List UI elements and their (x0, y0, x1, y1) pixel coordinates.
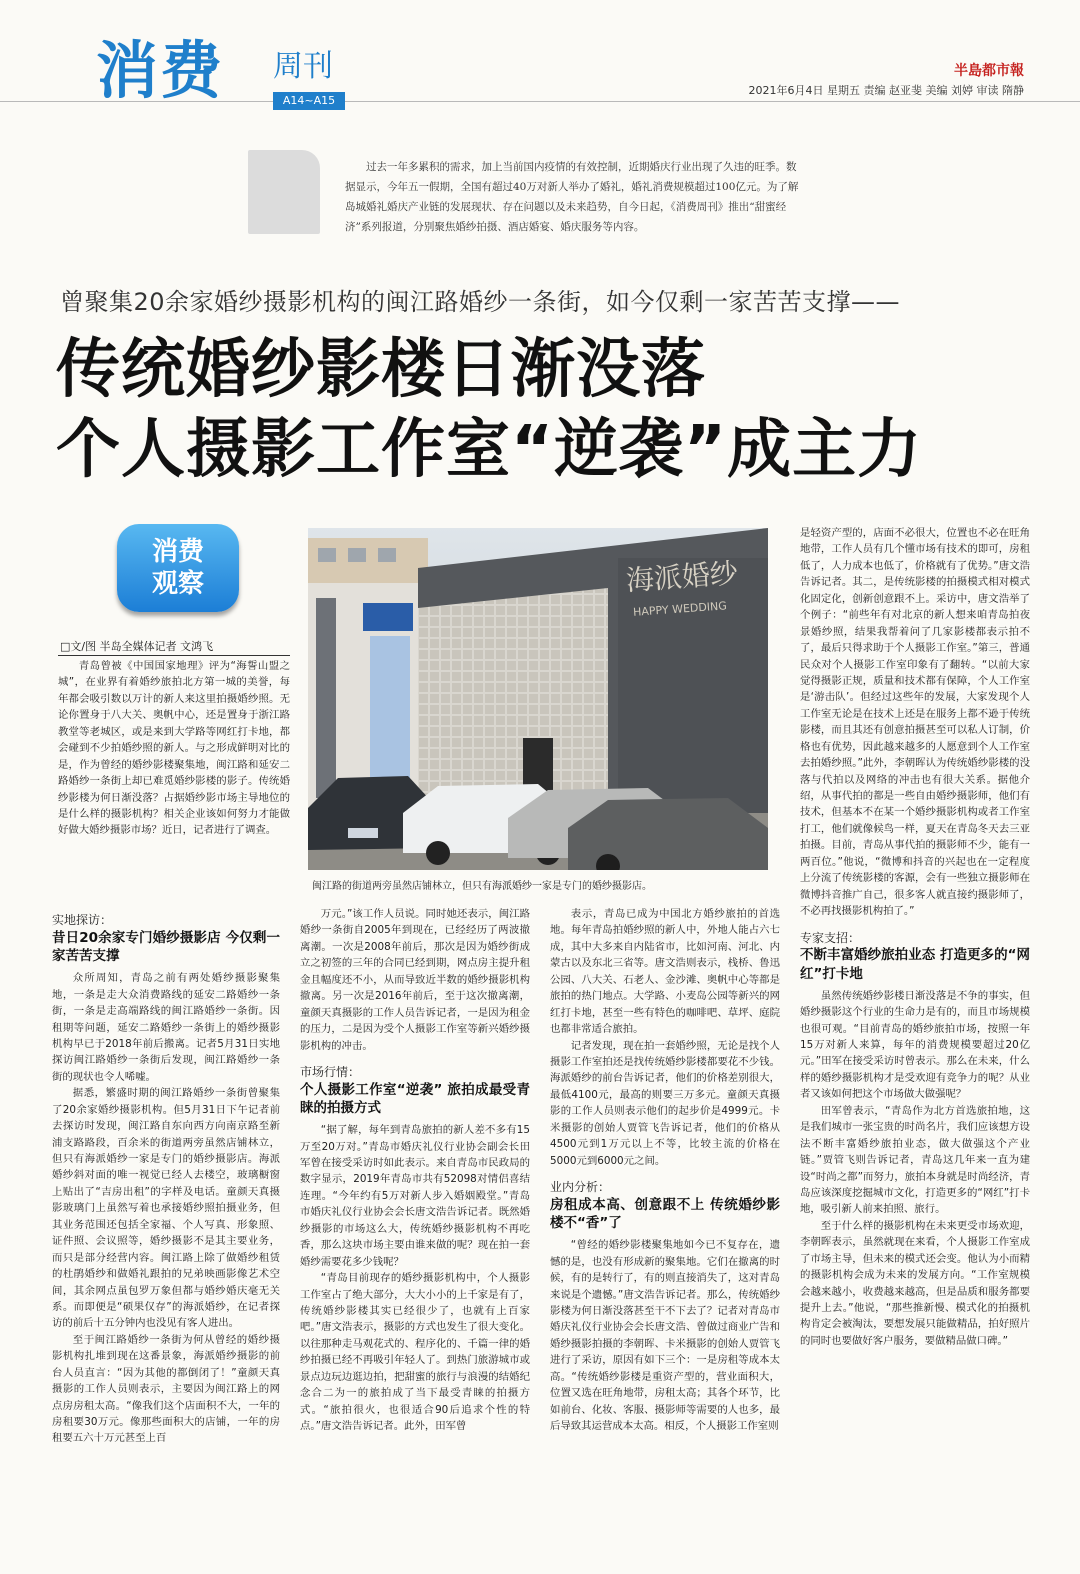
column-1 (52, 906, 280, 1542)
body-paragraph: “据了解，每年到青岛旅拍的新人差不多有15万至20万对。”青岛市婚庆礼仪行业协会副会长田军曾在接受采访时如此表示。来自青岛市民政局的数字显示，2019年青岛市共有52098对情侣喜结连理。“今年约有5万对新人步入婚姻殿堂。”青岛市婚庆礼仪行业协会会长唐文浩告诉记者。既然婚纱摄影的市场这么大，传统婚纱摄影机构不再吃香，那么这块市场主要由谁来做的呢？现在拍一套婚纱需要花多少钱呢？ (300, 1124, 530, 1268)
body-paragraph: 至于什么样的摄影机构在未来更受市场欢迎，李朝晖表示，虽然就现在来看，个人摄影工作室成了市场主导，但未来的模式还会变。他认为小而精的摄影机构会成为未来的发展方向。“工作室规模会越来越小，收费越来越高，但是品质和服务都要提升上去。”他说，“那些推新慢、模式化的拍摄机构肯定会被淘汰，要想发展只能做精品，拍好照片的同时也要做好客户服务，要做精品做口碑。” (800, 1219, 1030, 1347)
body-paragraph: 虽然传统婚纱影楼日渐没落是不争的事实，但婚纱摄影这个行业的生命力是有的，而且市场规模也很可观。“目前青岛的婚纱旅拍市场，按照一年15万对新人来算，每年的消费规模要超过20亿元。”田军在接受采访时曾表示。那么在未来，什么样的婚纱摄影机构才是受欢迎有竞争力的呢？从业者又该如何把这个市场做大做强呢？ (800, 989, 1030, 1101)
section-head: 房租成本高、创意跟不上 传统婚纱影楼不“香”了 (550, 1196, 780, 1232)
badge-line-1: 消费 (151, 537, 204, 567)
newspaper-logo: 半島都市報 (954, 63, 1024, 79)
lead-paragraph: 青岛曾被《中国国家地理》评为“海誓山盟之城”，在业界有着婚纱旅拍北方第一城的美誉，每年都会吸引数以万计的新人来这里拍摄婚纱照。无论你置身于八大关、奥帆中心，还是置身于浙江路教堂等老城区，或是来到大学路等网红打卡地，都会碰到不少拍婚纱照的新人。与之形成鲜明对比的是，作为曾经的婚纱影楼聚集地，闽江路和延安二路婚纱一条街上却已难觅婚纱影楼的影子。传统婚纱影楼为何日渐没落？占据婚纱影市场主导地位的是什么样的摄影机构？相关企业该如何努力才能做好做大婚纱摄影市场？近日，记者进行了调查。 (58, 660, 290, 837)
body-paragraph: 万元。”该工作人员说。同时她还表示，闽江路婚纱一条街自2005年到现在，已经经历了两波撤离潮。一次是2008年前后，那次是因为婚纱街成立之初签的三年的合同已经到期，网点房主提升租金且幅度还不小，从而导致近半数的婚纱摄影机构撤离。另一次是2016年前后，至于这次撤离潮，童颜天真摄影的工作人员告诉记者，一是因为租金的压力，二是因为受个人摄影工作室等新兴婚纱摄影机构的冲击。 (300, 908, 530, 1052)
body-paragraph: “青岛目前现存的婚纱摄影机构中，个人摄影工作室占了绝大部分，大大小小的上千家是有了，传统婚纱影楼其实已经很少了，也就有上百家吧。”唐文浩表示，摄影的方式也发生了很大变化。以往那种走马观花式的、程序化的、千篇一律的婚纱拍摄已经不再吸引年轻人了。到热门旅游城市或景点边玩边逛边拍，把甜蜜的旅行与浪漫的结婚纪念合二为一的旅拍成了当下最受青睐的拍摄方式。“旅拍很火，也很适合90后追求个性的特点。”唐文浩告诉记者。此外，田军曾 (300, 1272, 530, 1433)
street-photo (308, 528, 768, 870)
section-kicker: 市场行情： (300, 1064, 361, 1079)
byline: □文/图 半岛全媒体记者 文鸿飞 (60, 640, 214, 653)
section-head: 不断丰富婚纱旅拍业态 打造更多的“网红”打卡地 (800, 947, 1030, 982)
body-paragraph: “曾经的婚纱影楼聚集地如今已不复存在，遗憾的是，也没有形成新的聚集地。它们在撤离的时候，有的是转行了，有的则直接消失了，这对青岛来说是个遗憾。”唐文浩告诉记者。那么，传统婚纱影楼为何日渐没落甚至干不下去了？记者对青岛市婚庆礼仪行业协会会长唐文浩、曾做过商业广告和婚纱摄影拍摄的李朝晖、卡米摄影的创始人贾管飞进行了采访，原因有如下三个：一是房租等成本太高。“传统婚纱影楼是重资产型的，营业面积大，位置又选在旺角地带，房租太高；其各个环节，比如前台、化妆、客服、摄影师等需要的人也多，最后导致其运营成本太高。相反，个人摄影工作室则 (550, 1239, 780, 1433)
body-paragraph: 据悉，繁盛时期的闽江路婚纱一条街曾聚集了20余家婚纱摄影机构。但5月31日下午记者前去探访时发现，闽江路自东向西方向南京路至新浦支路路段，百余米的街道两旁虽然店铺林立，但只有海派婚纱一家是专门的婚纱摄影店。海派婚纱斜对面的唯一视觉已经人去楼空，玻璃橱窗上贴出了“吉房出租”的字样及电话。童颜天真摄影玻璃门上虽然写着也承接婚纱照拍摄业务，但其业务范围还包括全家福、个人写真、形象照、证件照、会议照等，婚纱摄影不是其主要业务，而只是部分经营内容。闽江路上除了做婚纱租赁的杜鹃婚纱和做婚礼跟拍的兄弟映画影像艺术空间，其余网点虽包罗万象但都与婚纱婚庆毫无关系。而即便是“硕果仅存”的海派婚纱，在记者探访的前后十五分钟内也没见有客人进出。 (52, 1087, 280, 1330)
column-4 (800, 525, 1030, 1542)
section-head: 个人摄影工作室“逆袭” 旅拍成最受青睐的拍摄方式 (300, 1081, 530, 1116)
lead-paragraph-block (58, 658, 290, 900)
photo-sign-en: HAPPY WEDDING (632, 599, 728, 619)
badge-line-2: 观察 (151, 569, 204, 599)
issue-info: 2021年6月4日 星期五 责编 赵亚斐 美编 刘婷 审读 隋静 (748, 84, 1024, 97)
headline-line-1: 传统婚纱影楼日渐没落 (56, 333, 706, 407)
column-3 (550, 906, 780, 1542)
section-title: 消费 (96, 34, 225, 107)
column-2 (300, 906, 530, 1542)
pre-headline: 曾聚集20余家婚纱摄影机构的闽江路婚纱一条街，如今仅剩一家苦苦支撑—— (60, 288, 901, 316)
photo-caption: 闽江路的街道两旁虽然店铺林立，但只有海派婚纱一家是专门的婚纱摄影店。 (312, 881, 652, 892)
photo-sign-cn: 海派婚纱 (624, 556, 739, 598)
intro-quote-mark (248, 150, 320, 234)
page-range-badge: A14~A15 (273, 92, 345, 110)
byline-rule (58, 655, 290, 656)
body-paragraph: 表示，青岛已成为中国北方婚纱旅拍的首选地。每年青岛拍婚纱照的新人中，外地人能占六七成，其中大多来自内陆省市，比如河南、河北、内蒙古以及东北三省等。唐文浩则表示，栈桥、鲁迅公园、八大关、石老人、金沙滩、奥帆中心等都是旅拍的热门地点。大学路、小麦岛公园等新兴的网红打卡地，甚至一些有特色的咖啡吧、草坪、庭院也都非常适合旅拍。 (550, 908, 780, 1036)
intro-paragraph: 过去一年多累积的需求，加上当前国内疫情的有效控制，近期婚庆行业出现了久违的旺季。数据显示，今年五一假期，全国有超过40万对新人举办了婚礼，婚礼消费规模超过100亿元。为了解岛城婚礼婚庆产业链的发展现状、存在问题以及未来趋势，自今日起，《消费周刊》推出“甜蜜经济”系列报道，分别聚焦婚纱拍摄、酒店婚宴、婚庆服务等内容。 (345, 161, 799, 233)
headline-line-2: 个人摄影工作室“逆袭”成主力 (56, 413, 923, 487)
body-paragraph: 记者发现，现在拍一套婚纱照，无论是找个人摄影工作室拍还是找传统婚纱影楼都要花不少钱。海派婚纱的前台告诉记者，他们的价格差别很大，最低4100元，最高的则要三万多元。童颜天真摄影的工作人员则表示他们的起步价是4999元。卡米摄影的创始人贾管飞告诉记者，他们的价格从4500元到1万元以上不等，比较主流的价格在5000元到6000元之间。 (550, 1039, 780, 1167)
section-subtitle: 周刊 (273, 49, 333, 84)
column-badge (117, 524, 239, 612)
body-paragraph: 至于闽江路婚纱一条街为何从曾经的婚纱摄影机构扎堆到现在这番景象，海派婚纱摄影的前台人员直言：“因为其他的都倒闭了！”童颜天真摄影的工作人员则表示，主要因为闽江路上的网点房房租太高。“像我们这个店面积不大，一年的房租要30万元。像那些面积大的店铺，一年的房租要五六十万元甚至上百 (52, 1333, 280, 1445)
body-paragraph: 田军曾表示，“青岛作为北方首选旅拍地，这是我们城市一张宝贵的时尚名片，我们应该想方设法不断丰富婚纱旅拍业态，做大做强这个产业链。”贾管飞则告诉记者，青岛这几年来一直为建设“时尚之都”而努力，旅拍本身就是时尚经济，青岛应该深度挖掘城市文化，打造更多的“网红”打卡地，吸引新人前来拍照、旅行。 (800, 1104, 1030, 1216)
section-kicker: 专家支招： (800, 930, 861, 945)
section-head: 昔日20余家专门婚纱摄影店 今仅剩一家苦苦支撑 (52, 929, 280, 965)
section-kicker: 实地探访： (52, 913, 113, 927)
body-paragraph: 众所周知，青岛之前有两处婚纱摄影聚集地，一条是走大众消费路线的延安二路婚纱一条街，一条是走高端路线的闽江路婚纱一条街。因租期等问题，延安二路婚纱一条街上的婚纱摄影机构早已于2018年前后搬离。记者5月31日实地探访闽江路婚纱一条街后发现，闽江路婚纱一条街的现状也令人唏嘘。 (52, 972, 280, 1083)
section-kicker: 业内分析： (550, 1180, 611, 1194)
body-paragraph: 是轻资产型的，店面不必很大，位置也不必在旺角地带，工作人员有几个懂市场有技术的即可，房租低了，人力成本也低了，价格就有了优势。”唐文浩告诉记者。其二，是传统影楼的拍摄模式相对模式化固定化，创新创意跟不上。采访中，唐文浩举了个例子：“前些年有对北京的新人想来咱青岛拍夜景婚纱照，结果我帮着问了几家影楼都表示拍不了，最后只得求助于个人摄影工作室。”第三，普通民众对个人摄影工作室印象有了翻转。“以前大家觉得摄影正规，质量和技术都有保障，个人工作室是‘游击队’。但经过这些年的发展，大家发现个人工作室无论是在技术上还是在服务上都不逊于传统影楼，而且其还有创意拍摄甚至可以私人订制，价格也有优势，因此越来越多的人愿意到个人工作室去拍婚纱照。”此外，李朝晖认为传统婚纱影楼的没落与代拍以及网络的冲击也有很大关系。据他介绍，从事代拍的都是一些自由婚纱摄影师，他们有技术，但基本不在某一个婚纱摄影机构或者工作室打工，他们就像候鸟一样，夏天在青岛冬天去三亚拍摄。目前，青岛从事代拍的摄影师不少，能有一两百位。”他说，“微博和抖音的兴起也在一定程度上分流了传统影楼的客源，会有一些独立摄影师在微博抖音推广自己，很多客人就直接约摄影师了，不必再找摄影机构拍了。” (800, 527, 1030, 918)
